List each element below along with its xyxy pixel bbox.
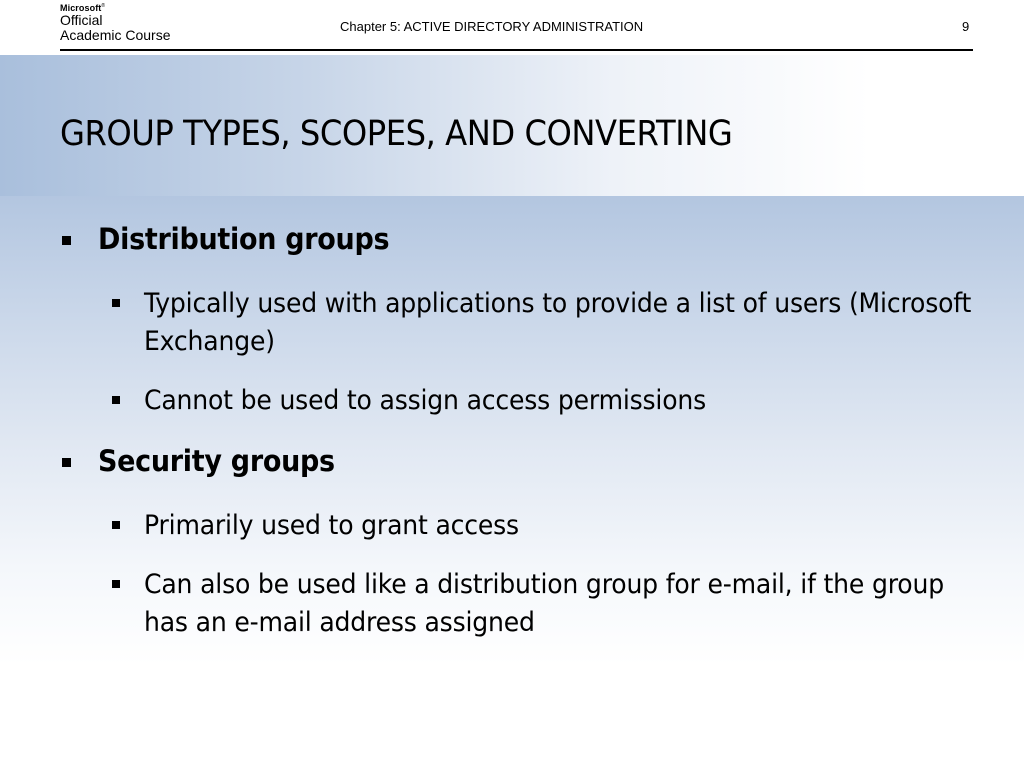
sub-bullet-text: Primarily used to grant access	[144, 510, 519, 541]
bullet-square-icon	[112, 580, 120, 588]
sub-bullet-text: Can also be used like a distribution group for e-mail, if the group has an e-mail address assigned	[144, 569, 944, 638]
sub-bullet-text: Cannot be used to assign access permissions	[144, 385, 707, 416]
bullet-square-icon	[62, 236, 71, 245]
logo-brand: Microsoft®	[60, 3, 106, 13]
bullet-text: Distribution groups	[98, 222, 390, 256]
bullet-square-icon	[62, 458, 71, 467]
chapter-title: Chapter 5: ACTIVE DIRECTORY ADMINISTRATION	[340, 19, 644, 34]
logo-line-2: Academic Course	[60, 27, 171, 43]
slide-title: GROUP TYPES, SCOPES, AND CONVERTING	[60, 114, 733, 154]
bullet-text: Security groups	[98, 444, 335, 478]
bullet-square-icon	[112, 396, 120, 404]
bullet-square-icon	[112, 299, 120, 307]
sub-bullet-text: Typically used with applications to provide a list of users (Microsoft Exchange)	[144, 288, 972, 357]
logo-line-1: Official	[60, 12, 103, 28]
bullet-square-icon	[112, 521, 120, 529]
page-number: 9	[962, 19, 970, 34]
